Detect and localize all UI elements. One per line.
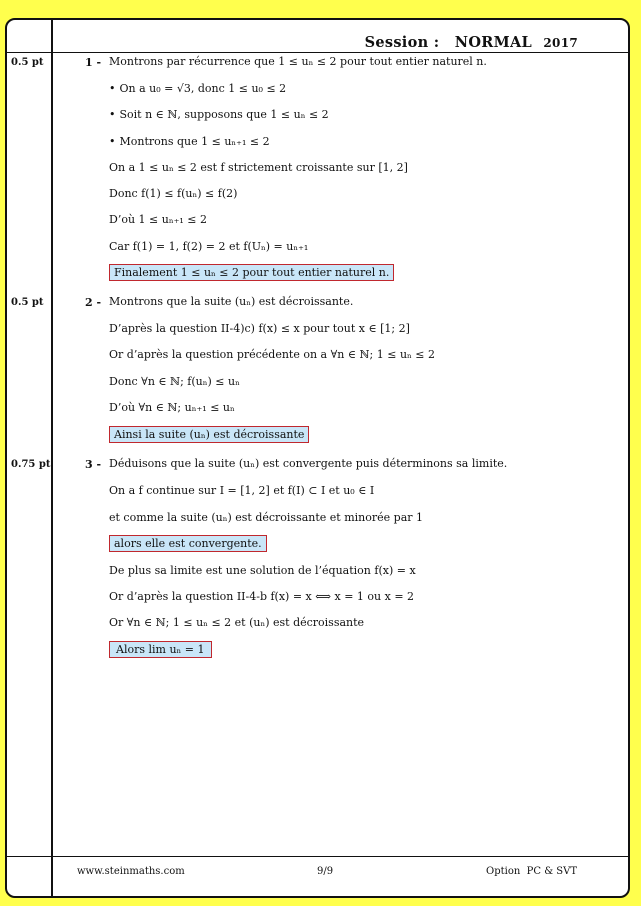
footer-divider bbox=[7, 856, 628, 857]
q3-line: et comme la suite (uₙ) est décroissante et minorée par 1 bbox=[109, 511, 423, 524]
q1-line: On a 1 ≤ uₙ ≤ 2 est f strictement croissante sur [1, 2] bbox=[109, 161, 408, 174]
session-label: Session : bbox=[364, 34, 440, 51]
question-number-3: 3 - bbox=[85, 458, 102, 471]
q2-conclusion-box: Ainsi la suite (uₙ) est décroissante bbox=[109, 426, 309, 443]
q2-line: Or d’après la question précédente on a ∀n ∈ ℕ; 1 ≤ uₙ ≤ 2 bbox=[109, 348, 435, 361]
q1-line: Donc f(1) ≤ f(uₙ) ≤ f(2) bbox=[109, 187, 238, 200]
points-q3: 0.75 pt bbox=[11, 459, 51, 470]
q1-line: Montrons par récurrence que 1 ≤ uₙ ≤ 2 pour tout entier naturel n. bbox=[109, 55, 487, 68]
document-page bbox=[5, 18, 630, 898]
footer-website: www.steinmaths.com bbox=[77, 866, 185, 877]
points-q2: 0.5 pt bbox=[11, 297, 44, 308]
margin-divider bbox=[51, 20, 53, 896]
q3-line: De plus sa limite est une solution de l’équation f(x) = x bbox=[109, 564, 416, 577]
q1-bullet: • Soit n ∈ ℕ, supposons que 1 ≤ uₙ ≤ 2 bbox=[109, 107, 329, 123]
footer-option: Option PC & SVT bbox=[486, 866, 578, 877]
q1-conclusion-line bbox=[109, 265, 394, 281]
q1-conclusion-box: Finalement 1 ≤ uₙ ≤ 2 pour tout entier naturel n. bbox=[109, 264, 394, 281]
header-divider bbox=[7, 52, 628, 53]
q3-mid-conclusion-box: alors elle est convergente. bbox=[109, 535, 267, 552]
footer-page-number: 9/9 bbox=[317, 866, 334, 877]
q3-line: On a f continue sur I = [1, 2] et f(I) ⊂ I et u₀ ∈ I bbox=[109, 484, 375, 497]
q1-bullet: • Montrons que 1 ≤ uₙ₊₁ ≤ 2 bbox=[109, 134, 270, 150]
question-number-1: 1 - bbox=[85, 56, 102, 69]
q3-conclusion-line bbox=[109, 642, 212, 658]
points-q1: 0.5 pt bbox=[11, 57, 44, 68]
q3-mid-conclusion-line bbox=[109, 536, 267, 552]
q1-line: D’où 1 ≤ uₙ₊₁ ≤ 2 bbox=[109, 213, 207, 226]
q2-conclusion-line bbox=[109, 427, 309, 443]
q3-conclusion-box: Alors lim uₙ = 1 bbox=[109, 641, 212, 658]
q1-line: Car f(1) = 1, f(2) = 2 et f(Uₙ) = uₙ₊₁ bbox=[109, 240, 309, 253]
session-header bbox=[365, 34, 578, 51]
question-number-2: 2 - bbox=[85, 296, 102, 309]
session-year: 2017 bbox=[543, 36, 578, 50]
q2-line: Donc ∀n ∈ ℕ; f(uₙ) ≤ uₙ bbox=[109, 375, 240, 388]
q3-line: Or d’après la question II-4-b f(x) = x ⟺ x = 1 ou x = 2 bbox=[109, 590, 415, 603]
session-value: NORMAL bbox=[454, 34, 533, 51]
q2-line: D’après la question II-4)c) f(x) ≤ x pour tout x ∈ [1; 2] bbox=[109, 322, 410, 335]
q3-line: Or ∀n ∈ ℕ; 1 ≤ uₙ ≤ 2 et (uₙ) est décroissante bbox=[109, 616, 365, 629]
q2-line: Montrons que la suite (uₙ) est décroissante. bbox=[109, 295, 354, 308]
q1-bullet: • On a u₀ = √3, donc 1 ≤ u₀ ≤ 2 bbox=[109, 81, 286, 97]
q3-line: Déduisons que la suite (uₙ) est convergente puis déterminons sa limite. bbox=[109, 457, 508, 470]
q2-line: D’où ∀n ∈ ℕ; uₙ₊₁ ≤ uₙ bbox=[109, 401, 235, 414]
